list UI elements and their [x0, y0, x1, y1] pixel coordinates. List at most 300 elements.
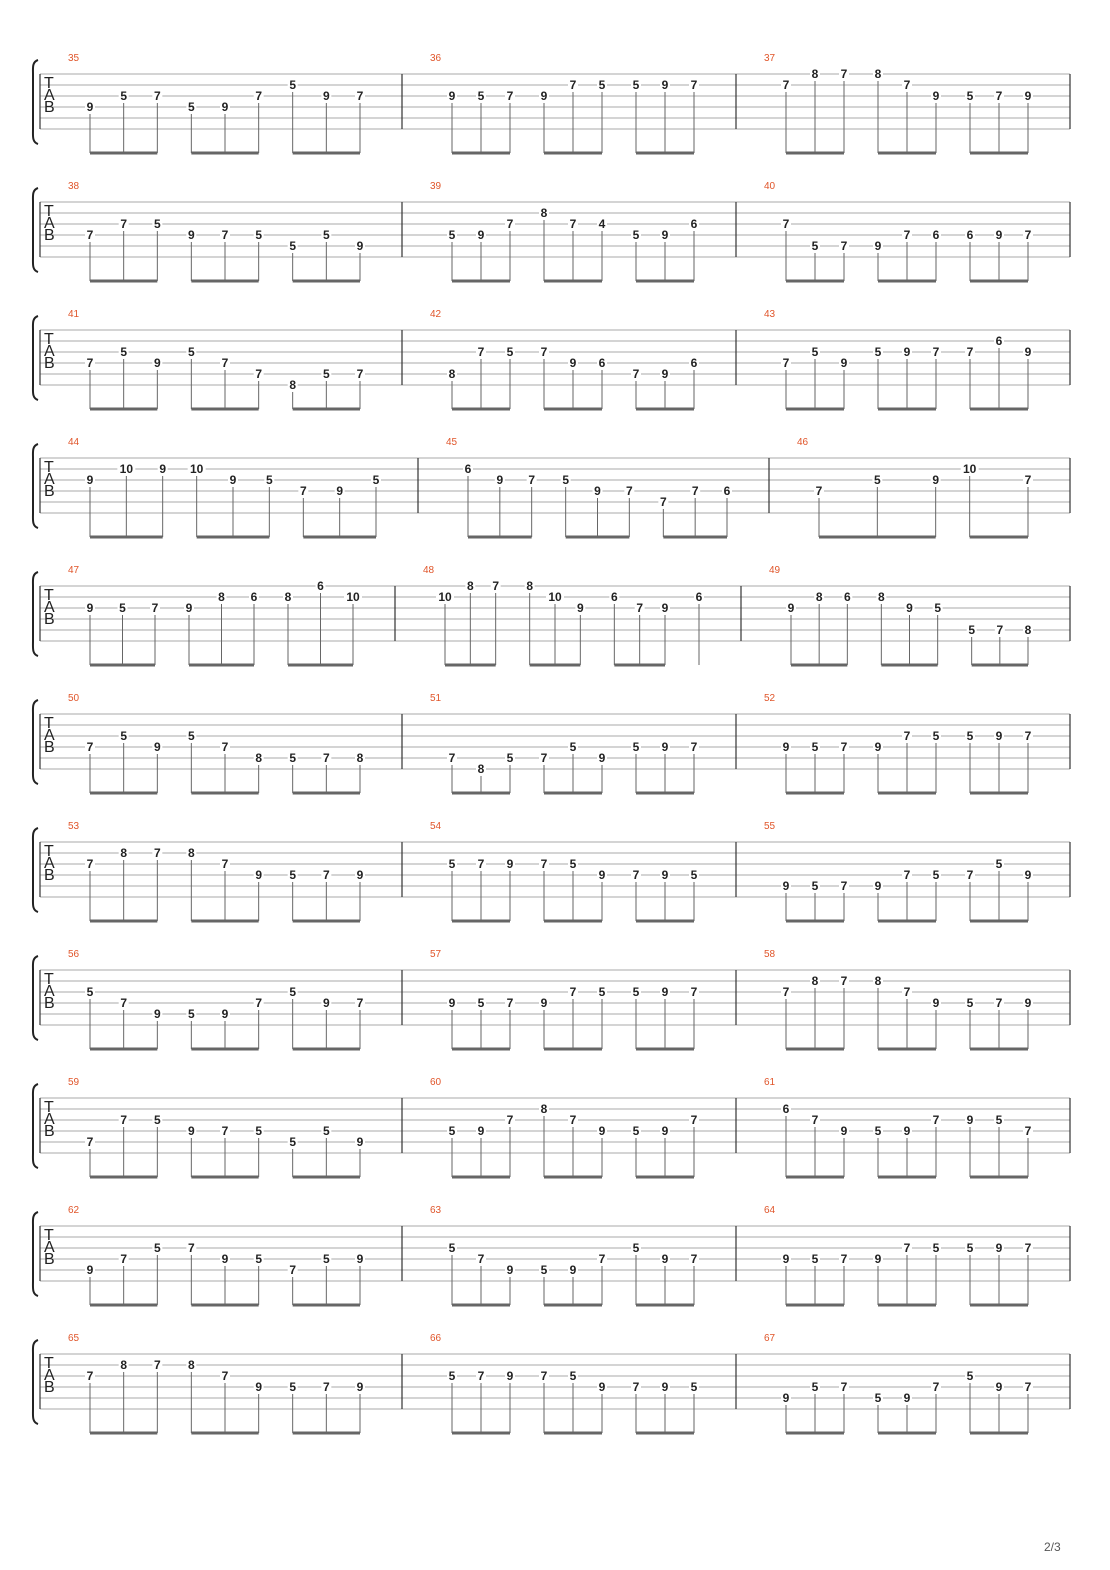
fret-number: 8 [877, 590, 885, 604]
fret-number: 7 [840, 974, 848, 988]
fret-number: 8 [120, 846, 128, 860]
bar-number: 54 [430, 821, 442, 832]
fret-number: 7 [782, 356, 790, 370]
fret-number: 7 [903, 729, 911, 743]
fret-number: 7 [528, 473, 536, 487]
fret-number: 9 [506, 1369, 514, 1383]
fret-number: 9 [1024, 345, 1032, 359]
fret-number: 7 [632, 868, 640, 882]
fret-number: 6 [966, 228, 974, 242]
tab-clef-letter: A [44, 1367, 55, 1384]
fret-number: 9 [1024, 996, 1032, 1010]
fret-number: 9 [540, 89, 548, 103]
fret-number: 9 [932, 473, 940, 487]
fret-number: 9 [159, 462, 167, 476]
fret-number: 7 [995, 996, 1003, 1010]
fret-number: 7 [659, 495, 667, 509]
bar-number: 43 [764, 309, 776, 320]
tab-clef-letter: B [44, 227, 55, 244]
fret-number: 5 [153, 1113, 161, 1127]
fret-number: 5 [187, 345, 195, 359]
fret-number: 7 [540, 1369, 548, 1383]
fret-number: 5 [322, 228, 330, 242]
system-brace [33, 188, 38, 272]
fret-number: 7 [1024, 1124, 1032, 1138]
fret-number: 9 [496, 473, 504, 487]
fret-number: 9 [86, 1263, 94, 1277]
fret-number: 7 [506, 217, 514, 231]
fret-number: 8 [187, 1358, 195, 1372]
fret-number: 5 [995, 857, 1003, 871]
fret-number: 9 [506, 857, 514, 871]
bar-number: 40 [764, 181, 776, 192]
fret-number: 5 [932, 1241, 940, 1255]
fret-number: 9 [1024, 868, 1032, 882]
fret-number: 10 [962, 462, 977, 476]
tab-clef-letter: T [44, 843, 54, 860]
fret-number: 7 [322, 1380, 330, 1394]
system-brace [33, 956, 38, 1040]
fret-number: 8 [526, 579, 534, 593]
fret-number: 6 [723, 484, 731, 498]
fret-number: 7 [636, 601, 644, 615]
fret-number: 5 [569, 740, 577, 754]
tab-clef-letter: A [44, 471, 55, 488]
fret-number: 9 [477, 228, 485, 242]
fret-number: 7 [903, 1241, 911, 1255]
tab-clef-letter: B [44, 611, 55, 628]
fret-number: 9 [598, 751, 606, 765]
bar-number: 41 [68, 309, 80, 320]
fret-number: 8 [1024, 623, 1032, 637]
fret-number: 8 [540, 206, 548, 220]
bar-number: 55 [764, 821, 776, 832]
fret-number: 7 [322, 751, 330, 765]
fret-number: 5 [966, 996, 974, 1010]
fret-number: 8 [289, 378, 297, 392]
fret-number: 7 [151, 601, 159, 615]
tab-clef-letter: A [44, 1111, 55, 1128]
fret-number: 7 [1024, 228, 1032, 242]
fret-number: 5 [934, 601, 942, 615]
fret-number: 9 [995, 228, 1003, 242]
bar-number: 65 [68, 1333, 80, 1344]
fret-number: 7 [120, 1252, 128, 1266]
fret-number: 5 [477, 89, 485, 103]
bar-number: 60 [430, 1077, 442, 1088]
tab-clef-letter: T [44, 587, 54, 604]
bar-number: 53 [68, 821, 80, 832]
tab-clef-letter: A [44, 343, 55, 360]
fret-number: 9 [906, 601, 913, 615]
fret-number: 9 [995, 729, 1003, 743]
tab-clef-letter: A [44, 855, 55, 872]
fret-number: 5 [811, 239, 819, 253]
fret-number: 7 [477, 1369, 485, 1383]
bar-number: 64 [764, 1205, 776, 1216]
fret-number: 7 [690, 740, 698, 754]
tab-clef-letter: B [44, 867, 55, 884]
fret-number: 5 [690, 868, 698, 882]
bar-number: 37 [764, 53, 776, 64]
fret-number: 9 [187, 1124, 195, 1138]
fret-number: 5 [874, 1391, 882, 1405]
fret-number: 9 [874, 879, 882, 893]
fret-number: 10 [548, 590, 562, 604]
fret-number: 9 [221, 1252, 229, 1266]
bar-number: 62 [68, 1205, 80, 1216]
fret-number: 5 [322, 1252, 330, 1266]
tab-clef-letter: T [44, 331, 54, 348]
fret-number: 5 [873, 473, 881, 487]
fret-number: 9 [506, 1263, 514, 1277]
fret-number: 7 [625, 484, 633, 498]
fret-number: 8 [466, 579, 474, 593]
fret-number: 7 [840, 1252, 848, 1266]
fret-number: 5 [932, 868, 940, 882]
fret-number: 9 [598, 1380, 606, 1394]
fret-number: 9 [661, 868, 669, 882]
fret-number: 5 [289, 751, 297, 765]
fret-number: 6 [250, 590, 258, 604]
fret-number: 9 [336, 484, 344, 498]
fret-number: 7 [840, 239, 848, 253]
fret-number: 7 [120, 996, 128, 1010]
fret-number: 7 [932, 345, 940, 359]
fret-number: 5 [255, 1252, 263, 1266]
fret-number: 9 [594, 484, 601, 498]
fret-number: 5 [448, 228, 456, 242]
tab-system [33, 821, 1070, 921]
tab-clef-letter: B [44, 483, 55, 500]
fret-number: 7 [691, 484, 699, 498]
fret-number: 7 [255, 89, 263, 103]
fret-number: 7 [356, 996, 364, 1010]
fret-number: 7 [690, 78, 698, 92]
fret-number: 7 [506, 996, 514, 1010]
fret-number: 7 [598, 1252, 606, 1266]
bar-number: 63 [430, 1205, 442, 1216]
fret-number: 7 [932, 1113, 940, 1127]
fret-number: 9 [356, 868, 364, 882]
fret-number: 5 [153, 217, 161, 231]
fret-number: 7 [86, 228, 94, 242]
fret-number: 9 [229, 473, 237, 487]
fret-number: 7 [840, 1380, 848, 1394]
fret-number: 8 [811, 67, 819, 81]
fret-number: 5 [540, 1263, 548, 1277]
fret-number: 5 [932, 729, 940, 743]
tab-clef-letter: A [44, 599, 55, 616]
tab-system [33, 437, 1070, 537]
fret-number: 8 [540, 1102, 548, 1116]
fret-number: 7 [632, 367, 640, 381]
fret-number: 9 [356, 1380, 364, 1394]
fret-number: 9 [661, 367, 669, 381]
fret-number: 7 [690, 1252, 698, 1266]
fret-number: 9 [661, 1380, 669, 1394]
fret-number: 7 [782, 985, 790, 999]
system-brace [33, 316, 38, 400]
fret-number: 5 [265, 473, 273, 487]
tab-clef-letter: T [44, 459, 54, 476]
fret-number: 9 [185, 601, 193, 615]
fret-number: 7 [840, 740, 848, 754]
fret-number: 7 [86, 1135, 94, 1149]
fret-number: 9 [995, 1380, 1003, 1394]
fret-number: 5 [632, 228, 640, 242]
tab-clef-letter: A [44, 727, 55, 744]
fret-number: 9 [255, 868, 263, 882]
fret-number: 7 [782, 78, 790, 92]
fret-number: 9 [661, 228, 669, 242]
fret-number: 6 [995, 334, 1003, 348]
fret-number: 9 [598, 868, 606, 882]
bar-number: 42 [430, 309, 442, 320]
tab-system [33, 309, 1070, 409]
fret-number: 8 [120, 1358, 128, 1372]
fret-number: 7 [153, 1358, 161, 1372]
fret-number: 9 [903, 1124, 911, 1138]
fret-number: 9 [221, 100, 229, 114]
system-brace [33, 60, 38, 144]
bar-number: 56 [68, 949, 80, 960]
fret-number: 9 [86, 601, 94, 615]
fret-number: 8 [356, 751, 364, 765]
fret-number: 5 [995, 1113, 1003, 1127]
fret-number: 9 [661, 1252, 669, 1266]
fret-number: 5 [811, 740, 819, 754]
fret-number: 5 [289, 1135, 297, 1149]
fret-number: 9 [221, 1007, 229, 1021]
fret-number: 9 [903, 1391, 911, 1405]
fret-number: 7 [540, 857, 548, 871]
fret-number: 7 [815, 484, 823, 498]
fret-number: 9 [840, 356, 848, 370]
fret-number: 8 [874, 67, 882, 81]
tab-clef-letter: A [44, 215, 55, 232]
fret-number: 9 [661, 985, 669, 999]
fret-number: 9 [477, 1124, 485, 1138]
tab-system [33, 1333, 1070, 1433]
tab-clef-letter: B [44, 99, 55, 116]
fret-number: 5 [187, 729, 195, 743]
tab-clef-letter: B [44, 1379, 55, 1396]
tab-clef-letter: B [44, 995, 55, 1012]
page-number: 2/3 [1044, 1540, 1061, 1554]
fret-number: 5 [966, 89, 974, 103]
fret-number: 7 [569, 985, 577, 999]
fret-number: 9 [782, 1391, 790, 1405]
fret-number: 7 [1024, 473, 1032, 487]
system-brace [33, 1340, 38, 1424]
fret-number: 7 [540, 345, 548, 359]
tab-clef-letter: B [44, 1123, 55, 1140]
fret-number: 5 [187, 1007, 195, 1021]
fret-number: 8 [218, 590, 225, 604]
fret-number: 7 [86, 740, 94, 754]
fret-number: 10 [346, 590, 360, 604]
fret-number: 8 [815, 590, 823, 604]
fret-number: 8 [448, 367, 456, 381]
fret-number: 7 [221, 1369, 229, 1383]
fret-number: 7 [255, 367, 263, 381]
tab-system [33, 181, 1070, 281]
tab-system [33, 565, 1070, 665]
fret-number: 7 [1024, 1380, 1032, 1394]
tab-clef-letter: T [44, 1099, 54, 1116]
fret-number: 5 [598, 985, 606, 999]
fret-number: 5 [632, 1124, 640, 1138]
bar-number: 51 [430, 693, 442, 704]
system-brace [33, 572, 38, 656]
tab-clef-letter: B [44, 739, 55, 756]
fret-number: 7 [903, 78, 911, 92]
bar-number: 59 [68, 1077, 80, 1088]
fret-number: 5 [874, 1124, 882, 1138]
tab-clef-letter: T [44, 971, 54, 988]
fret-number: 5 [690, 1380, 698, 1394]
fret-number: 6 [932, 228, 940, 242]
fret-number: 7 [492, 579, 500, 593]
fret-number: 5 [874, 345, 882, 359]
fret-number: 8 [187, 846, 195, 860]
bar-number: 66 [430, 1333, 442, 1344]
fret-number: 9 [995, 1241, 1003, 1255]
fret-number: 9 [598, 1124, 606, 1138]
fret-number: 10 [438, 590, 452, 604]
fret-number: 7 [86, 356, 94, 370]
fret-number: 5 [86, 985, 94, 999]
bar-number: 46 [797, 437, 809, 448]
fret-number: 5 [448, 1241, 456, 1255]
fret-number: 5 [322, 367, 330, 381]
bar-number: 45 [446, 437, 458, 448]
fret-number: 7 [903, 868, 911, 882]
fret-number: 7 [811, 1113, 819, 1127]
fret-number: 4 [598, 217, 606, 231]
fret-number: 9 [932, 996, 940, 1010]
fret-number: 5 [448, 1124, 456, 1138]
fret-number: 9 [448, 89, 456, 103]
fret-number: 6 [782, 1102, 790, 1116]
fret-number: 5 [289, 78, 297, 92]
system-brace [33, 444, 38, 528]
fret-number: 5 [506, 751, 514, 765]
fret-number: 7 [221, 356, 229, 370]
system-brace [33, 1084, 38, 1168]
fret-number: 7 [356, 367, 364, 381]
fret-number: 7 [569, 78, 577, 92]
fret-number: 5 [966, 1369, 974, 1383]
bar-number: 36 [430, 53, 442, 64]
fret-number: 6 [317, 579, 324, 593]
fret-number: 7 [903, 228, 911, 242]
fret-number: 9 [356, 1135, 364, 1149]
fret-number: 9 [782, 1252, 790, 1266]
fret-number: 7 [966, 868, 974, 882]
fret-number: 9 [782, 740, 790, 754]
fret-number: 5 [289, 239, 297, 253]
bar-number: 47 [68, 565, 80, 576]
bar-number: 35 [68, 53, 80, 64]
fret-number: 9 [540, 996, 548, 1010]
fret-number: 5 [632, 1241, 640, 1255]
fret-number: 7 [221, 1124, 229, 1138]
fret-number: 9 [86, 100, 94, 114]
fret-number: 7 [477, 345, 485, 359]
fret-number: 8 [284, 590, 292, 604]
fret-number: 7 [1024, 729, 1032, 743]
fret-number: 7 [569, 217, 577, 231]
tab-clef-letter: T [44, 1227, 54, 1244]
fret-number: 7 [840, 879, 848, 893]
fret-number: 7 [120, 1113, 128, 1127]
fret-number: 5 [811, 1380, 819, 1394]
system-brace [33, 828, 38, 912]
fret-number: 7 [221, 228, 229, 242]
fret-number: 9 [661, 78, 669, 92]
fret-number: 7 [322, 868, 330, 882]
fret-number: 10 [189, 462, 204, 476]
fret-number: 9 [153, 356, 161, 370]
fret-number: 5 [506, 345, 514, 359]
tab-clef-letter: A [44, 1239, 55, 1256]
fret-number: 7 [255, 996, 263, 1010]
tab-clef-letter: T [44, 203, 54, 220]
bar-number: 44 [68, 437, 80, 448]
fret-number: 7 [932, 1380, 940, 1394]
fret-number: 7 [506, 1113, 514, 1127]
system-brace [33, 1212, 38, 1296]
fret-number: 9 [576, 601, 584, 615]
fret-number: 5 [255, 1124, 263, 1138]
fret-number: 5 [289, 1380, 297, 1394]
fret-number: 9 [661, 1124, 669, 1138]
fret-number: 5 [119, 601, 126, 615]
fret-number: 7 [540, 751, 548, 765]
fret-number: 7 [840, 67, 848, 81]
fret-number: 7 [782, 217, 790, 231]
bar-number: 52 [764, 693, 776, 704]
fret-number: 5 [322, 1124, 330, 1138]
bar-number: 49 [769, 565, 781, 576]
fret-number: 7 [690, 985, 698, 999]
bar-number: 57 [430, 949, 442, 960]
fret-number: 9 [448, 996, 456, 1010]
fret-number: 5 [569, 857, 577, 871]
bar-number: 39 [430, 181, 442, 192]
tab-clef-letter: A [44, 983, 55, 1000]
tab-system [33, 53, 1070, 153]
fret-number: 5 [632, 78, 640, 92]
fret-number: 7 [506, 89, 514, 103]
fret-number: 9 [1024, 89, 1032, 103]
fret-number: 8 [811, 974, 819, 988]
fret-number: 5 [448, 1369, 456, 1383]
fret-number: 9 [966, 1113, 974, 1127]
fret-number: 5 [289, 985, 297, 999]
fret-number: 10 [119, 462, 134, 476]
fret-number: 7 [187, 1241, 195, 1255]
fret-number: 7 [153, 846, 161, 860]
fret-number: 9 [255, 1380, 263, 1394]
tab-clef-letter: A [44, 87, 55, 104]
fret-number: 7 [632, 1380, 640, 1394]
fret-number: 7 [903, 985, 911, 999]
tab-system [33, 693, 1070, 793]
tab-system [33, 1205, 1070, 1305]
